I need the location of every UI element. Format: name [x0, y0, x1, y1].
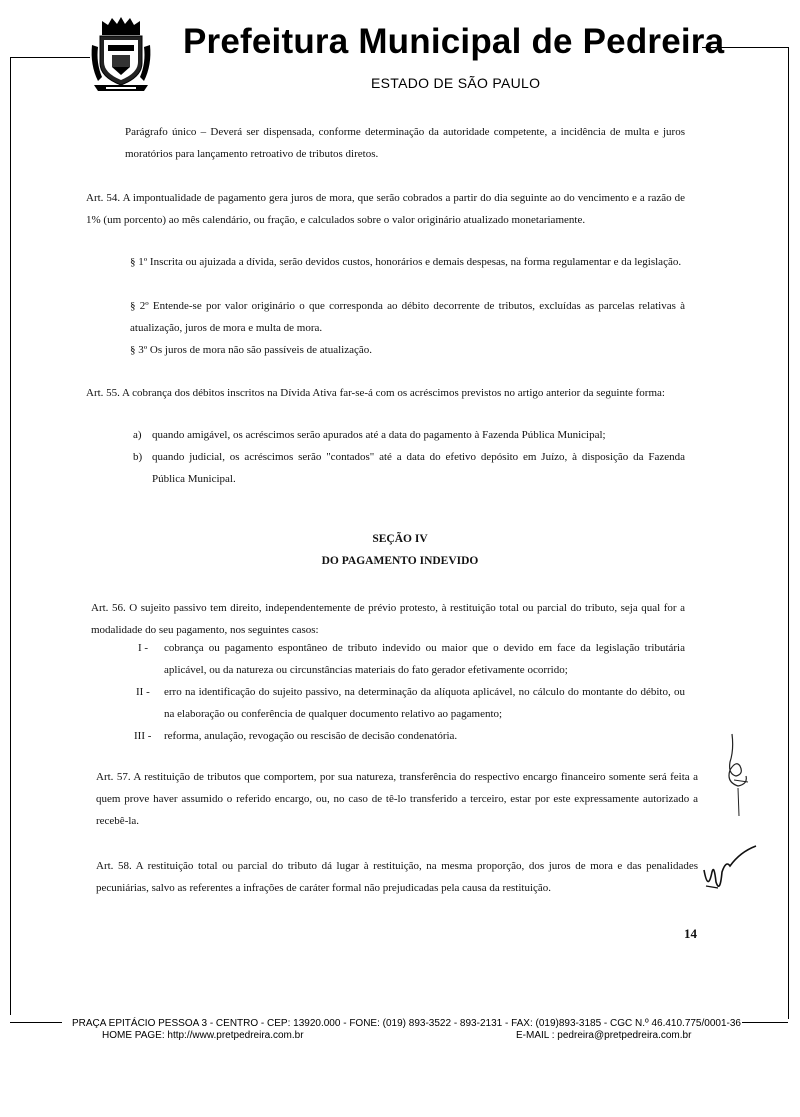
footer-homepage: HOME PAGE: http://www.pretpedreira.com.br — [102, 1030, 304, 1041]
list-marker: III - — [134, 730, 152, 742]
list-item: reforma, anulação, revogação ou rescisão de decisão condenatória. — [164, 730, 458, 742]
article-54-paragraph-3: § 3º Os juros de mora não são passíveis de atualização. — [130, 344, 372, 356]
list-marker: a) — [133, 429, 142, 441]
page-number: 14 — [684, 926, 697, 941]
list-item: quando amigável, os acréscimos serão apurados até a data do pagamento à Fazenda Pública Municipal; — [152, 429, 606, 441]
list-marker: b) — [133, 451, 143, 463]
article-56: Art. 56. O sujeito passivo tem direito, independentemente de prévio protesto, à restituição total ou parcial do tributo, seja qual for a modalidade do seu pagamento, nos seguintes casos: — [91, 602, 685, 636]
list-item: erro na identificação do sujeito passivo, na determinação da alíquota aplicável, no cálculo do montante do débito, ou na elaboração ou conferência de qualquer documento relativo ao pagamento; — [164, 686, 685, 720]
footer-rule-left — [10, 1022, 62, 1023]
article-54-paragraph-2: § 2º Entende-se por valor originário o que corresponda ao débito decorrente de tributos, excluídas as parcelas relativas à atualização, juros de mora e multa de mora. — [130, 300, 685, 334]
paragrafo-unico: Parágrafo único – Deverá ser dispensada, conforme determinação da autoridade competente, a incidência de multa e juros moratórios para lançamento retroativo de tributos diretos. — [125, 126, 685, 160]
section-subtitle: DO PAGAMENTO INDEVIDO — [321, 555, 479, 567]
signature-icon — [700, 842, 760, 897]
handwritten-initials-icon — [718, 730, 758, 820]
article-54: Art. 54. A impontualidade de pagamento gera juros de mora, que serão cobrados a partir do dia seguinte ao do vencimento e a razão de 1% (um porcento) ao mês calendário, ou fração, e calculados sobre o valor originário atualizado monetariamente. — [86, 192, 685, 226]
footer-rule-right — [742, 1022, 788, 1023]
article-55: Art. 55. A cobrança dos débitos inscritos na Dívida Ativa far-se-á com os acréscimos previstos no artigo anterior da seguinte forma: — [86, 387, 665, 399]
section-title: SEÇÃO IV — [372, 533, 428, 545]
article-54-paragraph-1: § 1º Inscrita ou ajuizada a dívida, serão devidos custos, honorários e demais despesas, na forma regulamentar e da legislação. — [130, 256, 682, 268]
list-item: quando judicial, os acréscimos serão "contados" até a data do efetivo depósito em Juízo, à disposição da Fazenda Pública Municipal. — [152, 451, 685, 485]
state-subtitle: ESTADO DE SÃO PAULO — [371, 75, 541, 91]
footer-email: E-MAIL : pedreira@pretpedreira.com.br — [516, 1030, 692, 1041]
header-rule-left — [10, 57, 90, 58]
list-item: cobrança ou pagamento espontâneo de tributo indevido ou maior que o devido em face da legislação tributária aplicável, ou da natureza ou circunstâncias materiais do fato gerador efetivamente ocorrido; — [164, 642, 685, 676]
list-marker: II - — [136, 686, 150, 698]
article-58: Art. 58. A restituição total ou parcial do tributo dá lugar à restituição, na mesma proporção, dos juros de mora e das penalidades pecuniárias, salvo as referentes a infrações de caráter formal não prejudicadas pela causa da restituição. — [96, 860, 698, 894]
footer-address: PRAÇA EPITÁCIO PESSOA 3 - CENTRO - CEP: 13920.000 - FONE: (019) 893-3522 - 893-2131 - FAX: (019)893-3185 - CGC N.º 46.410.775/0001-36 — [72, 1018, 741, 1029]
article-57: Art. 57. A restituição de tributos que comportem, por sua natureza, transferência do respectivo encargo financeiro somente será feita a quem prove haver assumido o referido encargo, ou, no caso de tê-lo transferido a terceiro, estar por este expressamente autorizado a recebê-la. — [96, 771, 698, 827]
page-title: Prefeitura Municipal de Pedreira — [183, 22, 725, 61]
list-marker: I - — [138, 642, 149, 654]
coat-of-arms-icon — [90, 15, 152, 93]
